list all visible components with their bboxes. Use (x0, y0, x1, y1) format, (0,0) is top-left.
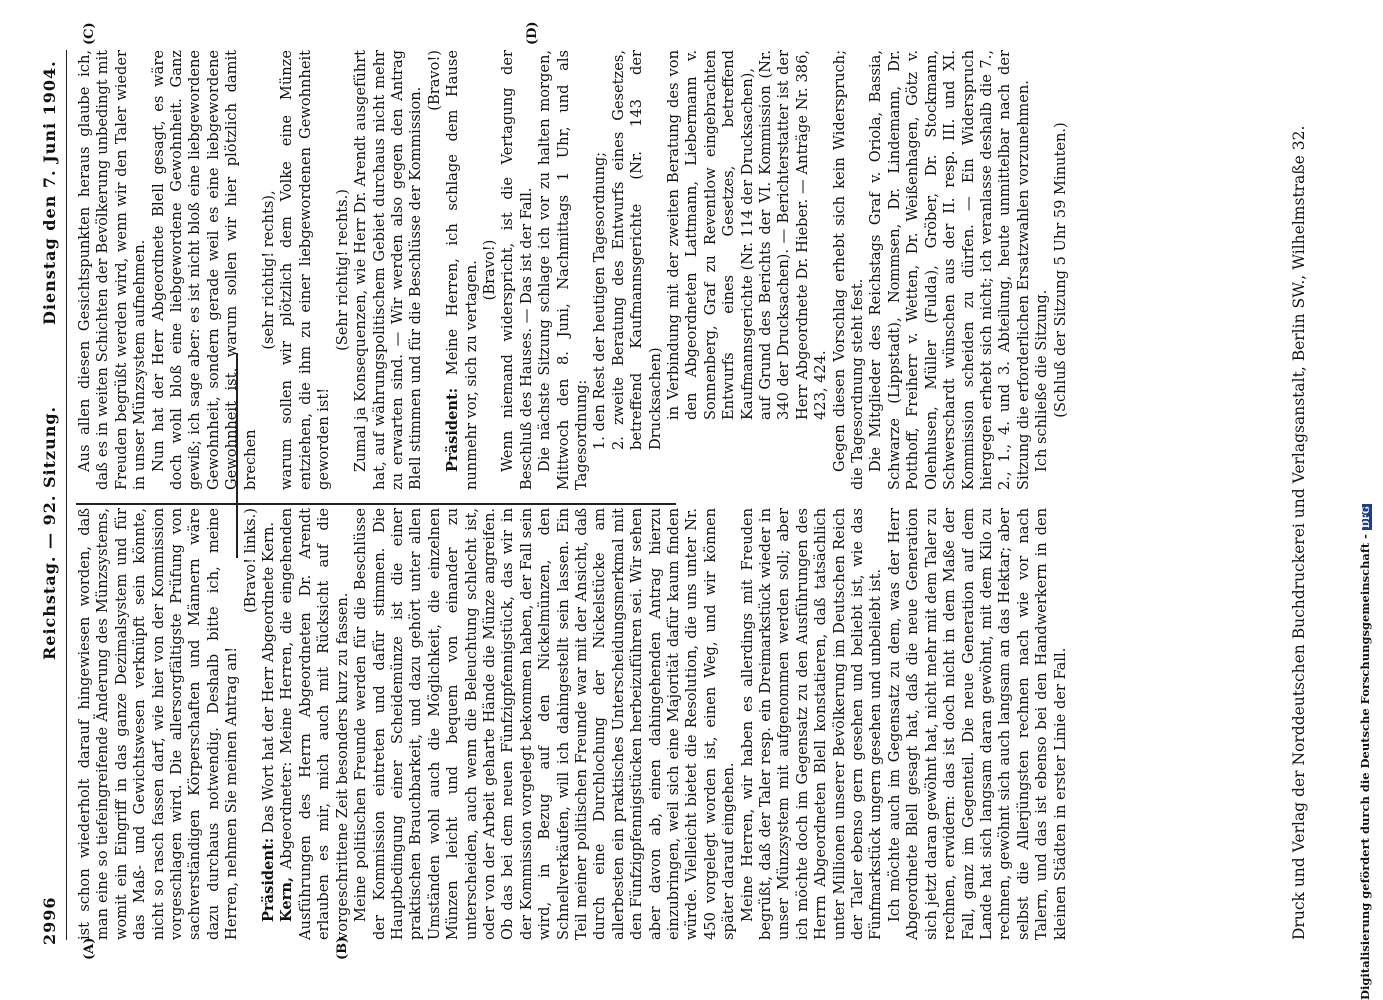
right-p5-text: Meine Herren, ich schlage dem Hause nunmehr vor, sich zu vertagen. (444, 50, 480, 490)
left-text-column (76, 508, 1070, 940)
right-p5 (444, 50, 481, 490)
right-p9: Die Mitglieder des Reichstags Graf v. Oriola, Bassia, Schwarze (Lippstadt), Nommsen, Dr. Lindemann, Dr. Potthoff, Freiherr v. Wetten, Dr. Weißenhagen, Götz v. Olenhusen, Müller (Fulda), Gröber, Dr. Stockmann, Schwerschardt wünschen aus der II. resp. III. und XI. Kommission scheiden zu dürfen. — Ein Widerspruch hiergegen erhebt sich nicht; ich veranlasse deshalb die 7., 2., 1., 4. und 3. Abteilung, heute unmittelbar nach der Sitzung die erforderlichen Ersatzwahlen vorzunehmen. (867, 50, 1032, 490)
speaker-label: Präsident: (444, 387, 462, 472)
margin-label-a: (A) (82, 937, 97, 960)
right-p4: Zumal ja Konsequenzen, wie Herr Dr. Arendt ausgeführt hat, auf währungspolitischem Gebiet durchaus nicht mehr zu erwarten sind. — Wir werden also gegen den Antrag Blell stimmen und für die Beschlüsse der Kommission. (352, 50, 425, 490)
right-applause-2: (Sehr richtig! rechts.) (333, 189, 351, 351)
agenda-item-2-report: auf Grund des Berichts der VI. Kommission (Nr. 340 der Drucksachen). — Berichterstatter ist der Herr Abgeordnete Dr. Hieber. — Anträge Nr. 386, 423, 424. (757, 50, 830, 420)
left-p3-text: Abgeordneter: Meine Herren, die eingehenden Ausführungen des Herrn Abgeordneten Dr. Arendt erlauben es mir, mich auch mit Rücksicht auf die vorgeschrittene Zeit besonders kurz zu fassen. (278, 508, 351, 940)
right-p2: Nun hat der Herr Abgeordnete Blell gesagt, es wäre doch wohl bloß eine liebgewordene Gewohnheit. Ganz gewiß; ich sage aber: es ist nicht bloß eine liebgewordene Gewohnheit, sondern gerade weil es eine liebgewordene Gewohnheit ist, warum sollen wir hier plötzlich damit brechen (149, 50, 259, 490)
speaker-label: Präsident: (260, 837, 278, 922)
right-p7: Die nächste Sitzung schlage ich vor zu halten morgen, Mittwoch den 8. Juni, Nachmittags 1 Uhr, und als Tagesordnung: (536, 50, 590, 490)
digitization-note (1358, 504, 1372, 1000)
left-p3 (278, 508, 352, 940)
agenda-item-2: 2. zweite Beratung des Entwurfs eines Gesetzes, betreffend Kaufmannsgerichte (Nr. 143 der Drucksachen) (609, 50, 664, 450)
imprint-line: Druck und Verlag der Norddeutschen Buchdruckerei und Verlagsanstalt, Berlin SW., Wilhelmstraße 32. (1290, 125, 1308, 940)
right-p1: Aus allen diesen Gesichtspunkten heraus glaube ich, daß es in weiten Schichten der Bevölkerung unbedingt mit Freuden begrüßt werden wird, wenn wir den Taler wieder in unser Münzsystem aufnehmen. (76, 50, 149, 490)
digitization-text: Digitalisierung gefördert durch die Deutsche Forschungsgemeinschaft - (1358, 534, 1372, 1000)
dfg-logo: DFG (1362, 506, 1372, 529)
right-p8: Gegen diesen Vorschlag erhebt sich kein Widerspruch; die Tagesordnung steht fest. (830, 50, 867, 490)
speaker-label: Kern, (278, 876, 296, 922)
right-applause-3: (Bravo!) (425, 50, 443, 111)
left-p4: Meine politischen Freunde werden für die Beschlüsse der Kommission eintreten und dafür stimmen. Die Hauptbedingung einer Scheidemünze ist die einer praktischen Brauchbarkeit, und dazu gehört unter allen Umständen wohl auch die Möglichkeit, die einzelnen Münzen leicht und bequem von einander zu unterscheiden, auch wenn die Beleuchtung schlecht ist, oder von der Arbeit geharte Hände die Münze angreifen. Ob das bei dem neuen Fünfzigpfennigstück, das wir in der Kommission vorgelegt bekommen haben, der Fall sein wird, in Bezug auf den Nickelmünzen, den Schnellverkäufen, will ich dahingestellt sein lassen. Ein Teil meiner politischen Freunde war mit der Ansicht, daß durch eine Durchlochung der Nickelstücke am allerbesten ein praktisches Unterscheidungsmerkmal mit den Fünfzigpfennigstücken herbeizuführen sei. Wir sehen aber davon ab, einen dahingehenden Antrag hierzu einzubringen, weil sich eine Majorität dafür kaum finden würde. Vielleicht bietet die Resolution, die uns unter Nr. 450 vorgelegt worden ist, einen Weg, und wir können später darauf eingehen. (352, 508, 738, 940)
session-close: (Schluß der Sitzung 5 Uhr 59 Minuten.) (1051, 122, 1069, 418)
left-applause-1: (Bravo! links.) (241, 508, 259, 614)
right-text-column (76, 50, 1070, 490)
agenda-item-2-connected: in Verbindung mit der zweiten Beratung des von den Abgeordneten Lattmann, Liebermann v. Sonnenberg, Graf zu Reventlow eingebrachten Entwurfs eines Gesetzes, betreffend Kaufmannsgerichte (Nr. 114 der Drucksachen), (665, 50, 756, 420)
left-p2-text: Das Wort hat der Herr Abgeordnete Kern. (260, 521, 278, 834)
header-date: Dienstag den 7. Juni 1904. (40, 60, 59, 325)
right-applause-4: (Bravo!) (480, 239, 498, 301)
right-p6: Wenn niemand widerspricht, ist die Vertagung der Beschluß des Hauses. — Das ist der Fall. (499, 50, 535, 490)
right-p10: Ich schließe die Sitzung. (1033, 289, 1051, 472)
left-p5: Meine Herren, wir haben es allerdings mit Freuden begrüßt, daß der Taler resp. ein Dreimarkstück wieder in unser Münzsystem mit aufgenommen werden soll; aber ich möchte doch im Gegensatz zu den Ausführungen des Herrn Abgeordneten Blell konstatieren, daß tatsächlich unter Millionen unserer Bevölkerung im Deutschen Reich der Taler ebenso gern gesehen und beliebt ist, wie das Fünfmarkstück ungern gesehen und unbeliebt ist. (738, 508, 885, 940)
margin-label-d: (D) (525, 21, 540, 45)
end-rule (236, 353, 238, 558)
right-p3: warum sollen wir plötzlich dem Volke eine Münze entziehen, die ihm zu einer liebgewordenen Gewohnheit geworden ist! (278, 50, 333, 490)
right-applause-1: (sehr richtig! rechts), (260, 190, 278, 350)
running-header: Reichstag. — 92. Sitzung. (40, 405, 59, 660)
left-p2 (260, 508, 278, 940)
margin-label-b: (B) (335, 936, 350, 960)
left-p1: ist schon wiederholt darauf hingewiesen worden, daß man eine so tiefeingreifende Änderung des Münzsystems, womit ein Eingriff in das ganze Dezimalsystem und für das Maß- und Gewichtswesen verknüpft sein könnte, nicht so rasch fassen darf, wie hier von der Kommission vorgeschlagen wird. Die allersorgfältigste Prüfung von sachverständigen Körperschaften und Männern wäre dazu durchaus notwendig. Deshalb bitte ich, meine Herren, nehmen Sie meinen Antrag an! (76, 508, 241, 940)
left-p6: Ich möchte auch im Gegensatz zu dem, was der Herr Abgeordnete Blell gesagt hat, daß die neue Generation sich jetzt daran gewöhnt hat, nicht mehr mit dem Taler zu rechnen, erwidern: das ist doch nicht in dem Maße der Fall, ganz im Gegenteil. Die neue Generation auf dem Lande hat sich langsam daran gewöhnt, mit dem Kilo zu rechnen, gewöhnt sich auch langsam an das Hektar; aber selbst die Allerjüngsten rechnen nach wie vor nach Talern, und das ist ebenso bei den Handwerkern in den kleinen Städten in erster Linie der Fall. (885, 508, 1069, 940)
page-number: 2996 (40, 896, 59, 945)
agenda-item-1: 1. den Rest der heutigen Tagesordnung; (591, 151, 609, 450)
margin-label-c: (C) (82, 22, 97, 45)
